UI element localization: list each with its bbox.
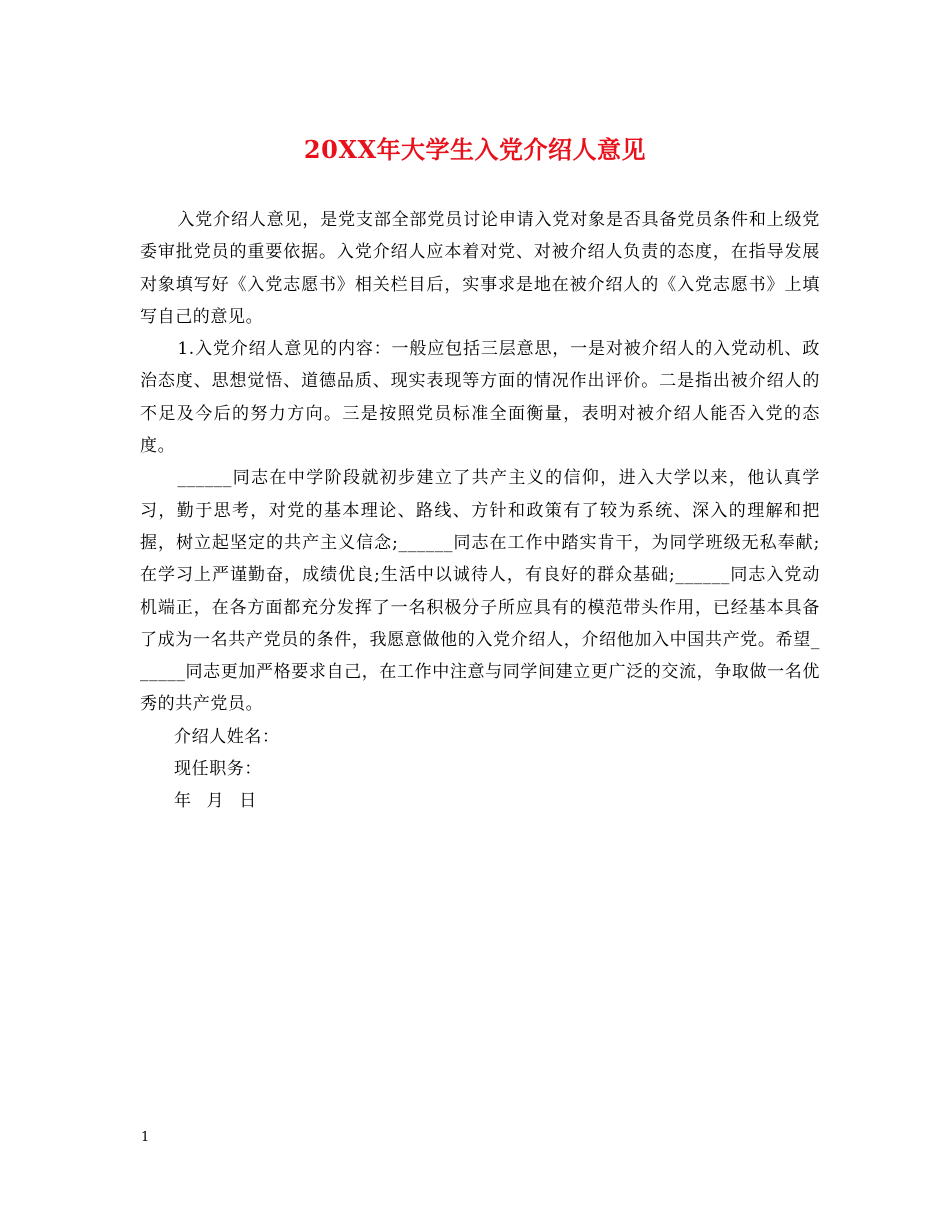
paragraph-content-guidelines: 1.入党介绍人意见的内容：一般应包括三层意思，一是对被介绍人的入党动机、政治态度、思想觉悟、道德品质、现实表现等方面的情况作出评价。二是指出被介绍人的不足及今后的努力方向。三是按照党员标准全面衡量，表明对被介绍人能否入党的态度。: [140, 339, 820, 457]
date-year-label: 年: [174, 791, 192, 812]
paragraph-sample-opinion: ______同志在中学阶段就初步建立了共产主义的信仰，进入大学以来，他认真学习，勤于思考，对党的基本理论、路线、方针和政策有了较为系统、深入的理解和把握，树立起坚定的共产主义信念;______同志在工作中踏实肯干，为同学班级无私奉献;在学习上严谨勤奋，成绩优良;生活中以诚待人，有良好的群众基础;______同志入党动机端正，在各方面都充分发挥了一名积极分子所应具有的模范带头作用，已经基本具备了成为一名共产党员的条件，我愿意做他的入党介绍人，介绍他加入中国共产党。希望______同志更加严格要求自己，在工作中注意与同学间建立更广泛的交流，争取做一名优秀的共产党员。: [140, 468, 820, 715]
introducer-name-label: 介绍人姓名：: [174, 726, 280, 747]
document-title: 20XX年大学生入党介绍人意见: [303, 135, 647, 164]
page-number: 1: [141, 1130, 150, 1145]
date-day-label: 日: [239, 791, 257, 812]
current-position-label: 现任职务：: [174, 759, 262, 780]
date-row: [140, 785, 820, 817]
document-body: [140, 204, 820, 818]
paragraph-intro: 入党介绍人意见，是党支部全部党员讨论申请入党对象是否具备党员条件和上级党委审批党员的重要依据。入党介绍人应本着对党、对被介绍人负责的态度，在指导发展对象填写好《入党志愿书》相关栏目后，实事求是地在被介绍人的《入党志愿书》上填写自己的意见。: [140, 210, 820, 327]
date-month-label: 月: [206, 791, 225, 812]
